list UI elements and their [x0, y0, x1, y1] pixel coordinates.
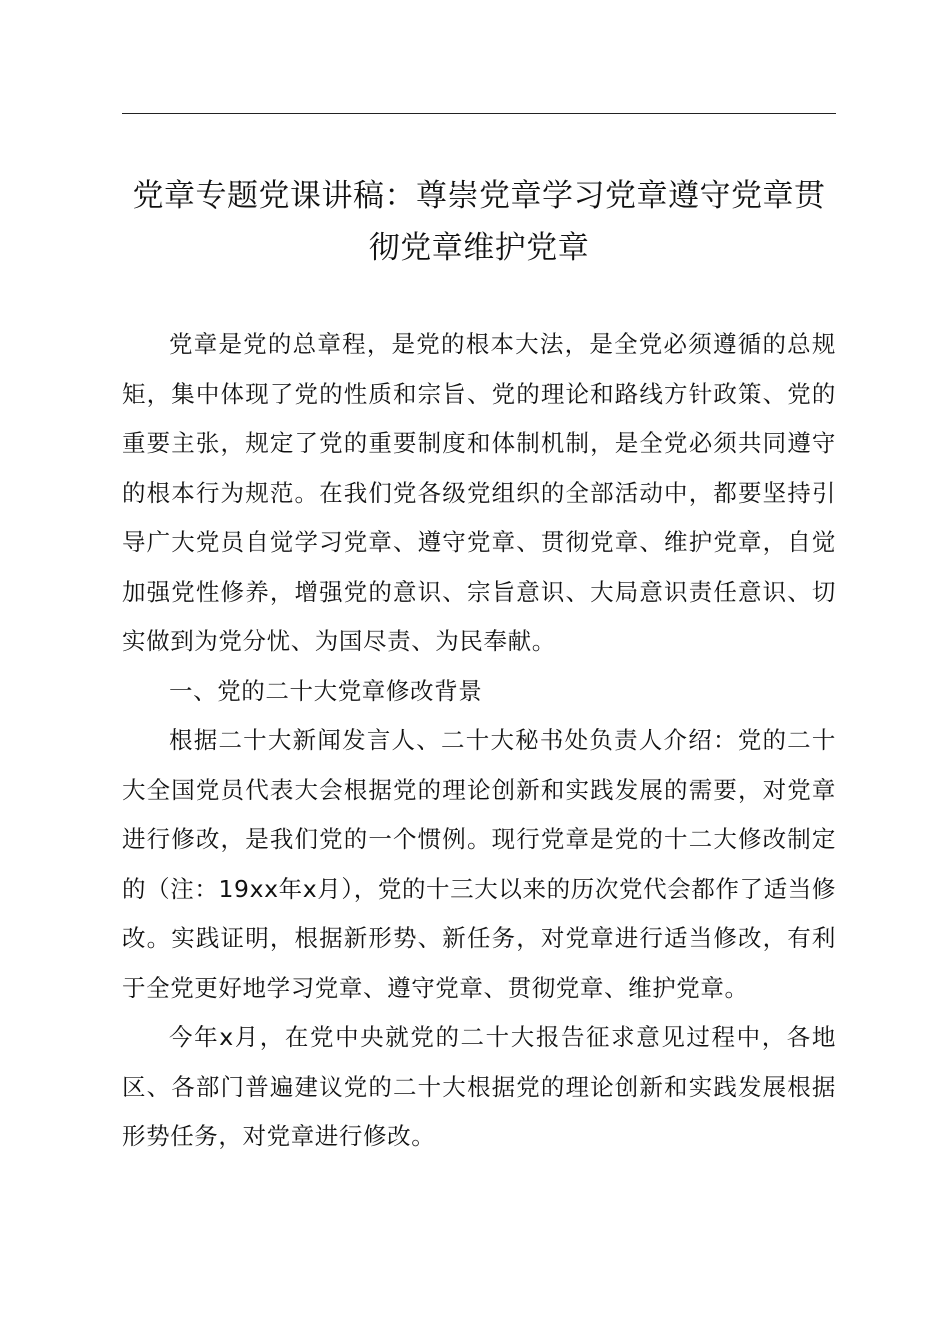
paragraph-background: 根据二十大新闻发言人、二十大秘书处负责人介绍：党的二十大全国党员代表大会根据党的理论创新和实践发展的需要，对党章进行修改，是我们党的一个惯例。现行党章是党的十二大修改制定的（注：19xx年x月），党的十三大以来的历次党代会都作了适当修改。实践证明，根据新形势、新任务，对党章进行适当修改，有利于全党更好地学习党章、遵守党章、贯彻党章、维护党章。 — [122, 726, 836, 1002]
paragraph-this-year: 今年x月，在党中央就党的二十大报告征求意见过程中，各地区、各部门普遍建议党的二十大根据党的理论创新和实践发展根据形势任务，对党章进行修改。 — [122, 1023, 836, 1150]
document-body — [122, 320, 836, 1162]
document-title: 党章专题党课讲稿：尊崇党章学习党章遵守党章贯彻党章维护党章 — [132, 178, 826, 266]
section-heading: 一、党的二十大党章修改背景 — [169, 676, 483, 705]
paragraph-intro: 党章是党的总章程，是党的根本大法，是全党必须遵循的总规矩，集中体现了党的性质和宗旨、党的理论和路线方针政策、党的重要主张，规定了党的重要制度和体制机制，是全党必须共同遵守的根本行为规范。在我们党各级党组织的全部活动中，都要坚持引导广大党员自觉学习党章、遵守党章、贯彻党章、维护党章，自觉加强党性修养，增强党的意识、宗旨意识、大局意识责任意识、切实做到为党分忧、为国尽责、为民奉献。 — [122, 330, 836, 655]
header-rule — [122, 113, 836, 114]
